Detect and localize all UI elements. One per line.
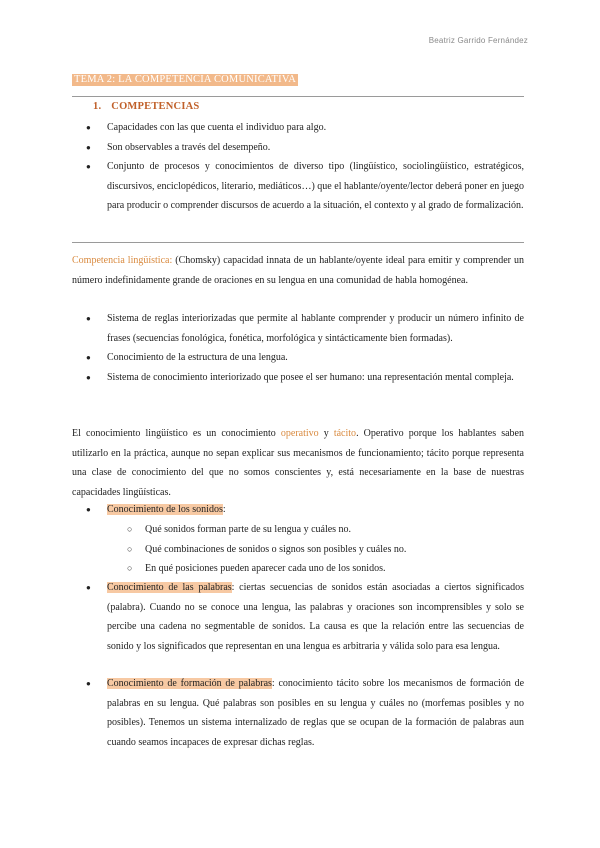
section-number: 1. — [93, 101, 102, 112]
competencia-linguistica-paragraph: Competencia lingüística: (Chomsky) capacidad innata de un hablante/oyente ideal para emitir y comprender un número indefinidamente grande de oraciones en su lengua en una comunidad de habla homogénea. — [72, 255, 524, 286]
conocimiento-paragraph: El conocimiento lingüístico es un conocimiento operativo y tácito. Operativo porque los hablantes saben utilizarlo en la práctica, aunque no sepan explicar sus mecanismos de funcionamiento; tácito porque representa una clase de conocimiento del que no somos conscientes y, está necesariamente en la base de nuestras capacidades lingüísticas. — [72, 428, 524, 498]
sonidos-sublist — [127, 520, 524, 579]
list-item: ○ Qué combinaciones de sonidos o signos son posibles y cuáles no. — [145, 540, 524, 560]
author-header: Beatriz Garrido Fernández — [428, 36, 528, 45]
list-item: ● Conocimiento de la estructura de una lengua. — [107, 348, 524, 368]
bullet-icon: ● — [86, 123, 91, 132]
competencias-list — [86, 118, 524, 216]
bullet-icon: ● — [86, 679, 91, 688]
list-item: ● Son observables a través del desempeño. — [107, 138, 524, 158]
section-heading — [93, 101, 199, 112]
formacion-block — [86, 674, 525, 752]
list-item: ● Conocimiento de formación de palabras: conocimiento tácito sobre los mecanismos de formación de palabras en su lengua. Qué palabras son posibles en su lengua y cuáles no (morfemas posibles y no posibles). Tenemos un sistema internalizado de reglas que se ocupan de la formación de palabras aun cuando seamos incapaces de expresar dichas reglas. — [107, 674, 524, 752]
competencias-list-block — [86, 118, 524, 216]
circle-bullet-icon: ○ — [127, 543, 133, 554]
term-operativo: operativo — [280, 428, 319, 439]
sonidos-block — [86, 500, 524, 520]
list-item: ○ Qué sonidos forman parte de su lengua y cuáles no. — [145, 520, 524, 540]
linguistica-list-block — [86, 309, 524, 387]
palabras-block — [86, 578, 524, 656]
bullet-icon: ● — [86, 583, 91, 592]
linguistica-list — [86, 309, 524, 387]
bullet-icon: ● — [86, 314, 91, 323]
section-label: COMPETENCIAS — [111, 101, 200, 112]
list-item: ● Capacidades con las que cuenta el individuo para algo. — [107, 118, 524, 138]
bullet-icon: ● — [86, 142, 91, 152]
highlight-sonidos: Conocimiento de los sonidos — [107, 504, 223, 515]
title-divider — [72, 96, 524, 97]
list-item: ● Conocimiento de los sonidos: — [107, 500, 524, 520]
section-divider — [72, 242, 524, 243]
highlight-palabras: Conocimiento de las palabras — [107, 582, 232, 593]
list-item: ● Conocimiento de las palabras: ciertas secuencias de sonidos están asociadas a ciertos significados (palabra). Cuando no se conoce una lengua, las palabras y oraciones son incomprensibles y solo se percibe una cadena no segmentable de sonidos. La causa es que la relación entre las secuencias de sonido y los significados que representan en una lengua es arbitraria y válida solo para esa lengua. — [107, 578, 524, 656]
list-item: ● Conjunto de procesos y conocimientos de diverso tipo (lingüístico, sociolingüístico, estratégicos, discursivos, enciclopédicos, literario, mediáticos…) que el hablante/oyente/lector deberá poner en juego para producir o comprender discursos de acuerdo a la situación, el contexto y al grado de formalización. — [107, 157, 524, 216]
sonidos-sublist-block — [127, 520, 524, 579]
list-item: ○ En qué posiciones pueden aparecer cada uno de los sonidos. — [145, 559, 524, 579]
bullet-icon: ● — [86, 162, 91, 171]
bullet-icon: ● — [86, 353, 91, 362]
highlight-formacion: Conocimiento de formación de palabras — [107, 678, 272, 689]
list-item: ● Sistema de conocimiento interiorizado que posee el ser humano: una representación mental compleja. — [107, 368, 524, 388]
bullet-icon: ● — [86, 372, 91, 382]
circle-bullet-icon: ○ — [127, 524, 133, 534]
page-title: TEMA 2: LA COMPETENCIA COMUNICATIVA — [74, 74, 297, 85]
term-tacito: tácito — [333, 428, 357, 439]
list-item: ● Sistema de reglas interiorizadas que permite al hablante comprender y producir un número infinito de frases (secuencias fonológica, fonética, morfológica y sintácticamente bien formadas). — [107, 309, 524, 348]
term-competencia-linguistica: Competencia lingüística: — [72, 255, 173, 266]
bullet-icon: ● — [86, 505, 91, 514]
circle-bullet-icon: ○ — [127, 563, 133, 573]
